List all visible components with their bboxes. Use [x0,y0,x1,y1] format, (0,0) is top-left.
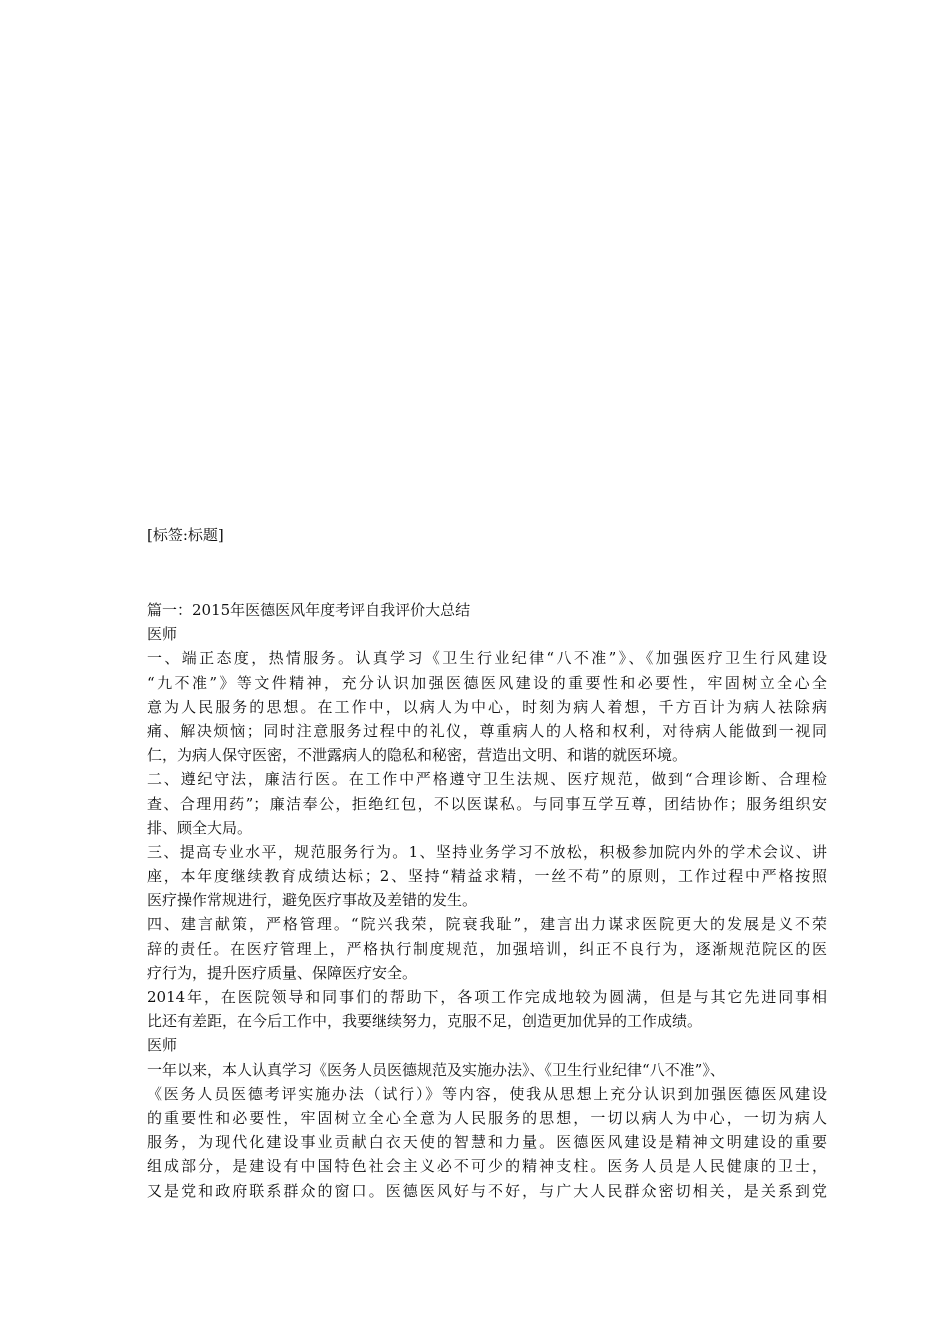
text-line: 痛、解决烦恼；同时注意服务过程中的礼仪，尊重病人的人格和权利，对待病人能做到一视同 [147,721,827,740]
text-line: 比还有差距，在今后工作中，我要继续努力，克服不足，创造更加优异的工作成绩。 [147,1012,703,1031]
text-line: 四、建言献策，严格管理。“院兴我荣，院衰我耻”，建言出力谋求医院更大的发展是义不荣 [147,915,827,934]
text-line: 排、顾全大局。 [147,818,253,837]
text-line: 一年以来，本人认真学习《医务人员医德规范及实施办法》、《卫生行业纪律“八不准”》、 [147,1060,725,1079]
text-line: 医师 [147,625,178,644]
text-line: 辞的责任。在医疗管理上，严格执行制度规范，加强培训，纠正不良行为，逐渐规范院区的医 [147,939,827,958]
text-line: 服务，为现代化建设事业贡献白衣天使的智慧和力量。医德医风建设是精神文明建设的重要 [147,1133,827,1152]
text-line: “九不准”》等文件精神，充分认识加强医德医风建设的重要性和必要性，牢固树立全心全 [147,673,827,692]
text-line: 医疗操作常规进行，避免医疗事故及差错的发生。 [147,891,478,910]
text-line: 一、端正态度，热情服务。认真学习《卫生行业纪律“八不准”》、《加强医疗卫生行风建设 [147,649,827,668]
tag-placeholder: [标签:标题] [147,526,224,544]
text-line: 仁，为病人保守医密，不泄露病人的隐私和秘密，营造出文明、和谐的就医环境。 [147,746,688,765]
text-line: 意为人民服务的思想。在工作中，以病人为中心，时刻为病人着想，千方百计为病人祛除病 [147,697,827,716]
text-line: 《医务人员医德考评实施办法（试行）》等内容，使我从思想上充分认识到加强医德医风建设 [147,1084,827,1103]
text-line: 三、提高专业水平，规范服务行为。1、坚持业务学习不放松，积极参加院内外的学术会议、讲 [147,842,827,861]
text-line: 二、遵纪守法，廉洁行医。在工作中严格遵守卫生法规、医疗规范，做到“合理诊断、合理检 [147,770,827,789]
text-line: 又是党和政府联系群众的窗口。医德医风好与不好，与广大人民群众密切相关，是关系到党 [147,1181,827,1200]
text-line: 的重要性和必要性，牢固树立全心全意为人民服务的思想，一切以病人为中心，一切为病人 [147,1108,827,1127]
document-title: 篇一：2015年医德医风年度考评自我评价大总结 [147,601,471,619]
body-text [147,598,827,1203]
text-line: 疗行为，提升医疗质量、保障医疗安全。 [147,963,418,982]
text-line: 查、合理用药”；廉洁奉公，拒绝红包，不以医谋私。与同事互学互尊，团结协作；服务组织安 [147,794,827,813]
text-line: 座，本年度继续教育成绩达标；2、坚持“精益求精，一丝不苟”的原则，工作过程中严格按照 [147,867,827,886]
text-line: 组成部分，是建设有中国特色社会主义必不可少的精神支柱。医务人员是人民健康的卫士， [147,1157,827,1176]
text-line: 医师 [147,1036,178,1055]
text-line: 2014年，在医院领导和同事们的帮助下，各项工作完成地较为圆满，但是与其它先进同事相 [147,988,827,1006]
